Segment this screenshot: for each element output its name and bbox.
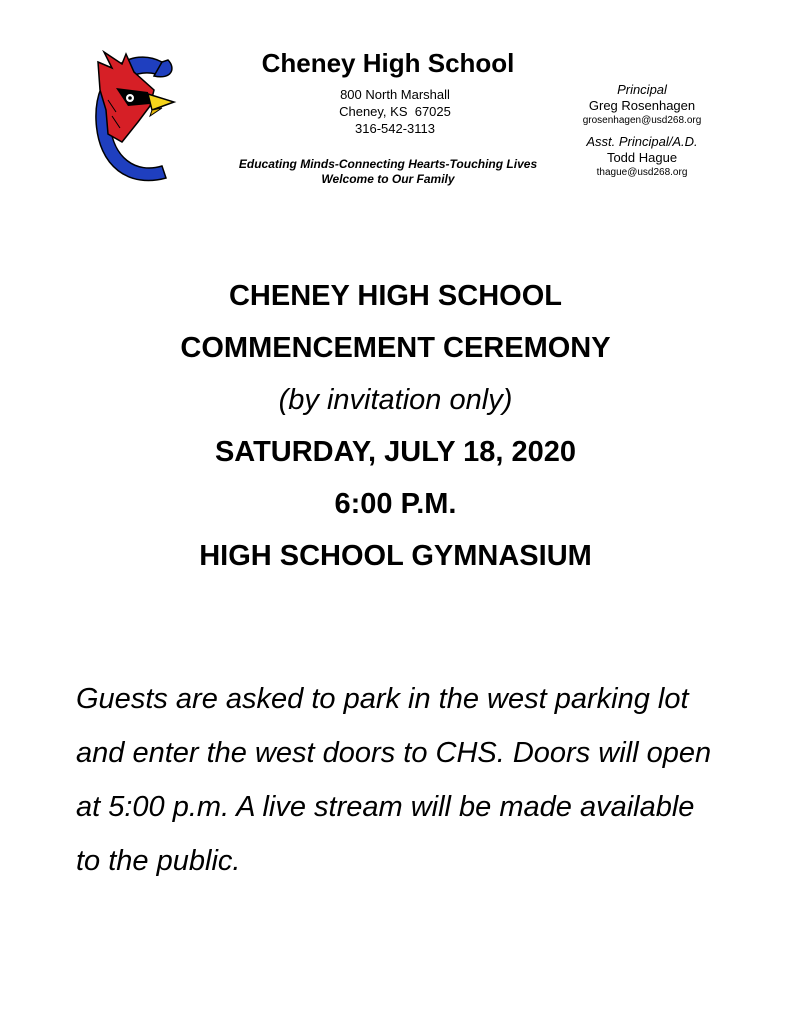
welcome-line: Welcome to Our Family <box>321 172 455 186</box>
guest-notice: Guests are asked to park in the west parking lot and enter the west doors to CHS. Doors will open at 5:00 p.m. A live stream will be made available to the public. <box>76 683 712 877</box>
asst-principal-name: Todd Hague <box>606 150 678 165</box>
school-address <box>295 86 495 137</box>
staff-contacts <box>560 82 724 180</box>
address-city: Cheney, KS 67025 <box>339 104 451 119</box>
announcement-event: COMMENCEMENT CEREMONY <box>180 332 611 364</box>
cardinal-logo-icon <box>92 50 178 186</box>
asst-principal-role: Asst. Principal/A.D. <box>586 134 698 149</box>
announcement-invitation-note: (by invitation only) <box>278 384 513 416</box>
announcement-location: HIGH SCHOOL GYMNASIUM <box>199 540 592 572</box>
address-street: 800 North Marshall <box>340 87 450 102</box>
announcement-date: SATURDAY, JULY 18, 2020 <box>214 436 577 468</box>
school-motto <box>200 157 576 187</box>
asst-principal-email: thague@usd268.org <box>596 167 688 178</box>
school-name: Cheney High School <box>261 48 515 78</box>
commencement-announcement <box>40 270 751 582</box>
announcement-school: CHENEY HIGH SCHOOL <box>228 280 562 312</box>
principal-name: Greg Rosenhagen <box>588 98 696 113</box>
school-phone: 316-542-3113 <box>355 121 435 136</box>
motto-line: Educating Minds-Connecting Hearts-Touching Lives <box>238 157 538 171</box>
announcement-time: 6:00 P.M. <box>334 488 457 520</box>
principal-email: grosenhagen@usd268.org <box>582 115 702 126</box>
principal-role: Principal <box>617 82 667 97</box>
